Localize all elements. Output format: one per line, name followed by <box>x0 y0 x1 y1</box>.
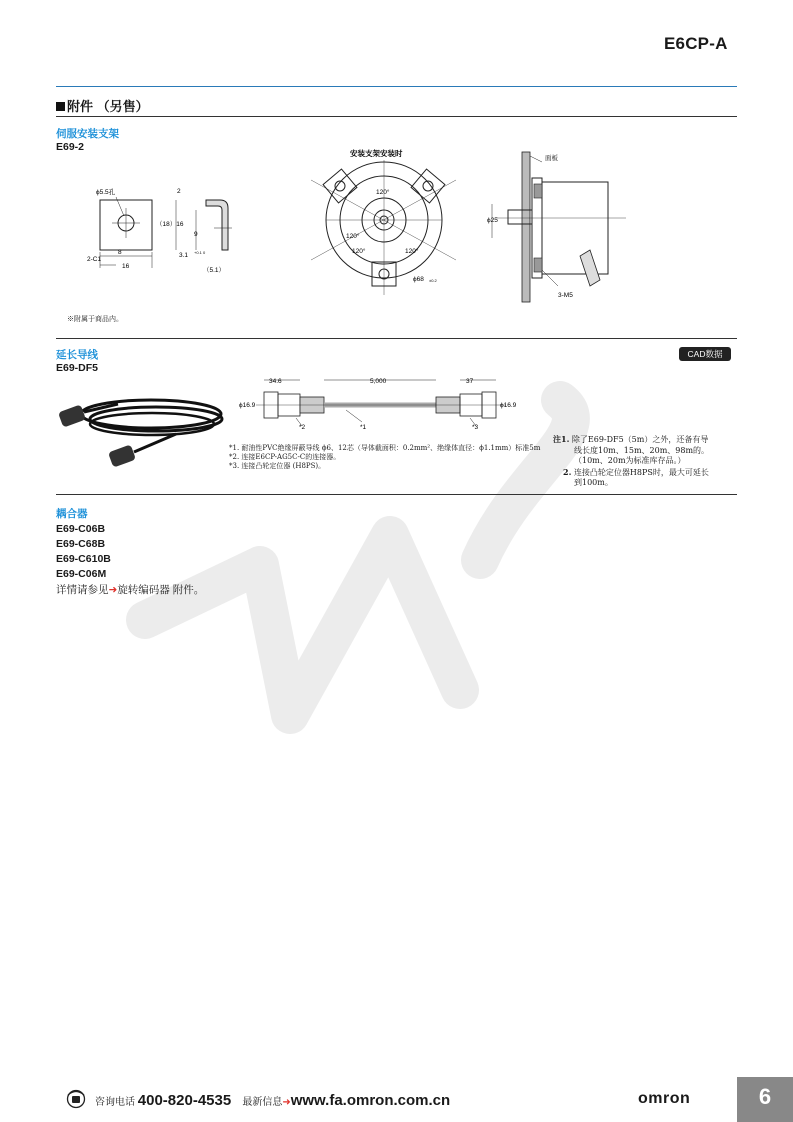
bracket-front-view <box>100 197 152 268</box>
coupling-model: E69-C06M <box>56 568 107 580</box>
see-also-link[interactable]: 旋转编码器 附件。 <box>117 584 205 596</box>
dim-dia68: ϕ68 <box>413 276 424 283</box>
footer-consult-label: 咨询电话 <box>95 1097 135 1108</box>
footer-contact <box>95 1092 450 1109</box>
section-rule-3 <box>56 494 737 495</box>
dim-dia-left: ϕ16.9 <box>239 402 256 409</box>
note-1-num: 1. <box>561 434 570 444</box>
mark-2: *2 <box>299 424 306 431</box>
footer-phone: 400-820-4535 <box>137 1092 232 1109</box>
angle-top: 120° <box>376 189 390 196</box>
cable-dimension-drawing <box>256 380 506 426</box>
install-circle-view <box>311 160 456 295</box>
header-rule <box>56 86 737 87</box>
panel-side-view <box>492 152 626 302</box>
model-number: E6CP-A <box>664 34 728 53</box>
cable-heading: 延长导线 <box>56 349 98 361</box>
coupling-model: E69-C610B <box>56 553 111 565</box>
label-m5: 3-M5 <box>558 292 573 299</box>
dim-d25: ϕ25 <box>487 217 498 224</box>
footnote-1: *1. 耐油性PVC绝缘屏蔽导线 ϕ6、12芯（导体截面积：0.2mm²、绝缘体直径：ϕ1.1mm）标准5m <box>229 444 541 452</box>
cad-data-button[interactable]: CAD数据 <box>679 347 731 361</box>
coupling-model: E69-C68B <box>56 538 106 550</box>
mark-1: *1 <box>360 424 367 431</box>
angle-bottom-left: 120° <box>352 248 366 255</box>
dim-length-mid: 5,000 <box>370 378 387 385</box>
dim-dia68-tolerance: ±0.2 <box>429 278 437 283</box>
section-rule <box>56 116 737 117</box>
label-panel: 面板 <box>545 155 558 162</box>
coupling-model-list <box>56 522 111 582</box>
cable-footnotes <box>229 444 549 471</box>
dim-d51: （5.1） <box>203 267 226 274</box>
angle-bottom-right: 120° <box>405 248 419 255</box>
note-1-line-2: 线长度10m、15m、20m、98m的。 <box>574 445 710 455</box>
footer-url[interactable]: www.fa.omron.com.cn <box>290 1092 451 1109</box>
dim-t2: 2 <box>177 188 181 195</box>
footnote-3: *3. 连接凸轮定位器 (H8PS)。 <box>229 462 326 470</box>
angle-left: 120° <box>346 233 360 240</box>
note-2-line-1: 连接凸轮定位器H8PS时，最大可延长 <box>573 467 709 477</box>
see-also-prefix: 详情请参见 <box>56 584 109 596</box>
page-number: 6 <box>737 1077 793 1122</box>
coupling-heading: 耦合器 <box>56 508 88 520</box>
notes-label: 注 <box>553 434 561 444</box>
bracket-side-view <box>176 200 232 250</box>
bracket-drawings <box>56 140 736 315</box>
dim-w8: 8 <box>118 249 122 256</box>
bracket-heading: 伺服安装支架 <box>56 128 119 140</box>
note-2-num: 2. <box>563 466 572 477</box>
arrow-icon: ➜ <box>108 584 118 596</box>
coupling-model: E69-C06B <box>56 523 106 535</box>
see-also <box>56 582 204 597</box>
dim-length-left: 34.6 <box>269 378 282 385</box>
cable-model: E69-DF5 <box>56 362 99 374</box>
note-2-line-2: 到100m。 <box>574 478 613 487</box>
dim-h18: （18）16 <box>156 221 184 228</box>
square-bullet-icon <box>56 102 65 111</box>
arrow-icon: ➜ <box>282 1097 291 1108</box>
dim-hole: ϕ5.5孔 <box>96 189 116 196</box>
note-1-line-3: （10m、20m为标准库存品。） <box>574 456 686 465</box>
omron-logo: omron <box>638 1090 691 1107</box>
dim-w16: 16 <box>122 263 130 270</box>
section-title <box>56 96 149 115</box>
install-title: 安装支架安装时 <box>350 149 403 158</box>
footnote-2: *2. 连接E6CP-AG5C-C的连接器。 <box>229 453 341 461</box>
bracket-note: ※附属于商品内。 <box>67 315 123 323</box>
mark-3: *3 <box>472 424 479 431</box>
dim-tolerance: +0.1 0 <box>194 250 206 255</box>
dim-d9: 9 <box>194 231 198 238</box>
cable-photo <box>58 400 222 468</box>
bracket-model: E69-2 <box>56 141 85 153</box>
footer-latest-label: 最新信息 <box>242 1097 283 1108</box>
cable-notes <box>553 434 736 489</box>
section-title-text: 附件 （另售） <box>67 99 149 114</box>
section-rule-2 <box>56 338 737 339</box>
dim-dia-right: ϕ16.9 <box>500 402 517 409</box>
note-1-line-1: 除了E69-DF5（5m）之外，还备有导 <box>571 435 709 444</box>
dim-chamfer: 2-C1 <box>87 256 102 263</box>
phone-icon <box>65 1089 87 1109</box>
dim-length-right: 37 <box>466 378 474 385</box>
dim-t31: 3.1 <box>179 252 189 259</box>
